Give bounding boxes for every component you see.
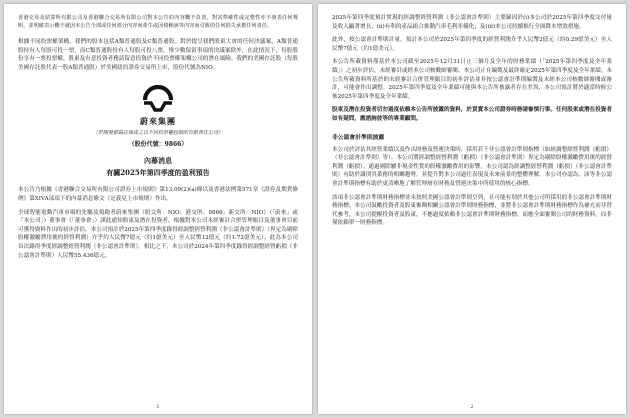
preliminary-assessment-paragraph: 本公告所載資料僅基於本公司截至2025年12月31日止三個月及全年的財務業績（「2025年第四季度及全年業績」）之初步評估，未經審計或經本公司核數師審閱。本公司正在編製及最終確定2025年第四季度及全年業績。本公告所載資料所基於的未經審計合併管理賬目的初步評估並非按公認會計準則編製及未經本公司核數師審閱或審計，可能會作出調整。2025年第四季度及全年業績可能與本公告所披露者存在差異，本公司預計將於適當時候公佈2025年第四季度及全年業績。 [332, 59, 612, 100]
page-number: 2 [470, 404, 474, 410]
investor-warning-paragraph: 股東及潛在投資者切勿過度依賴本公告所披露的資料，於買賣本公司證券時務請審慎行事。任何股東或潛在投資者如有疑問，應諮詢彼等的專業顧問。 [332, 107, 612, 122]
announcement-title: 內幕消息 [144, 156, 172, 166]
disclaimer-paragraph: 香港交易及結算所有限公司及香港聯合交易所有限公司對本公告的內容概不負責，對其準確性或完整性亦不發表任何聲明，並明確表示概不就因本公告全部或任何部分內容而產生或因倚賴該等內容而引致的任何損失承擔任何責任。 [18, 15, 298, 29]
voting-structure-paragraph: 根據不同投票權架構，我們的股本包括A類普通股及C類普通股。對於提呈我們股東大會的任何決議案，A類普通股持有人每股可投一票，而C類普通股持有人每股可投八票，惟少數保留事項的決議案除外，在此情況下，每股股份享有一票投票權。股東及有意投資者務請留意投資於不同投票權架構公司的潛在風險。我們的美國存託股（每股美國存託股代表一股A類普通股）於美國紐約證券交易所上市，股份代號為NIO。 [18, 39, 298, 71]
profit-alert-paragraph: 全球智能電動汽車市場的先驅及領跑者蔚來集團（紐交所：NIO；港交所：9866；新交所：NIO）（「蔚來」或「本公司」）董事會（「董事會」）謹此通知股東及潛在投資者，根據對本公司未經審計合併管理賬目及董事會目前可獲得資料作出的初步評估，本公司預計於2025年第四季度錄得經調整經營利潤（非公認會計準則）（界定為剔除股權激勵費用後的經營利潤）介乎約人民幣7億元（約1億美元）至人民幣12億元（約1.72億美元）。此為本公司首次錄得季度經調整經營利潤（非公認會計準則）。相比之下，本公司於2024年第四季度錄得經調整經營虧損（非公認會計準則）人民幣55.436億元。 [18, 209, 298, 259]
page-number: 1 [156, 404, 160, 410]
announcement-subtitle: 有關2025年第四季度的盈利預告 [106, 168, 210, 178]
company-logo [18, 80, 298, 114]
stock-code: （股份代號：9866） [128, 141, 188, 149]
company-incorporation-note: （於開曼群島註冊成立以不同投票權控制的有限責任公司） [92, 130, 223, 137]
gaap-profit-paragraph: 此外，按公認會計準則計量，預計本公司於2025年第四季度的經營利潤介乎人民幣2億元（約0.29億美元）至人民幣7億元（約1億美元）。 [332, 37, 612, 52]
company-name: 蔚來集團 [140, 116, 176, 127]
profit-reasons-paragraph: 2025年第四季度預計實現的經調整經營利潤（非公認會計準則）主要歸因於(i)本公司於2025年第四季度交付量及收入顯著增長；(ii)有利的產品組合推動汽車毛利率優化；及(iii)本公司持續推行全面降本增效措施。 [332, 15, 612, 30]
document-page-1 [4, 4, 312, 414]
nio-logo-icon [141, 80, 175, 114]
non-gaap-caution-paragraph: 該項非公認會計準則財務指標並未按照美國公認會計準則呈列，且可能有別於其他公司所採用的非公認會計準則財務指標。本公司鼓勵投資者及股東審閱相關公認會計準則財務指標，並將非公認會計準則財務指標作為補充而非替代參考。本公司提醒投資者及股東，不應過度依賴非公認會計準則財務指標，而應全面審閱公司的財務資料，而非僅依賴單一財務指標。 [332, 194, 612, 227]
legal-basis-paragraph: 本公告乃根據《香港聯合交易所有限公司證券上市規則》第13.09(2)(a)條以及香港法例第571章《證券及期貨條例》第XIVA部項下的內幕消息條文（定義見上市規則）作出。 [18, 187, 298, 202]
non-gaap-definition-paragraph: 本公司於評估其經營業績以及作出財務及營運決策時，採用若干非公認會計準則指標（如經調整經營利潤（虧損）（非公認會計準則）等）。本公司將經調整經營利潤（虧損）（非公認會計準則）界定為剔除股權激勵費用後的經營利潤（虧損）。通過剔除屬非現金性質的股權激勵費用的影響，本公司認為經調整經營利潤（虧損）（非公認會計準則）有助於識別其業務的相關趨勢，並提升對本公司過往表現及未來前景的整體理解。本公司亦認為，該等非公認會計準則指標有助於更清晰地了解管理層在財務及營運決策中所使用的核心指標。 [332, 146, 612, 187]
document-page-2 [318, 4, 626, 414]
section-heading: 非公認會計準則披露 [332, 134, 385, 141]
